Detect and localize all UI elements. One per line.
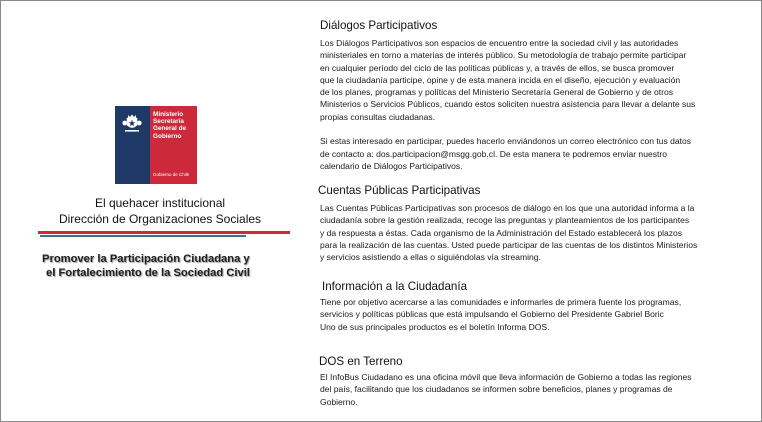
logo-text-line: Gobierno: [153, 132, 182, 140]
body-line: ciudadanía sobre la gestión realizada, recoge las preguntas y planteamientos de los participantes: [320, 215, 690, 226]
divider-red: [38, 231, 290, 234]
body-line: del país, facilitando que los ciudadanos se informen sobre beneficios, planes y programas de: [320, 384, 673, 395]
body-line: Uno de sus principales productos es el boletín Informa DOS.: [320, 321, 550, 332]
section-body-dialogos: [320, 37, 695, 172]
body-line: servicios y políticas públicas que está impulsando el Gobierno del Presidente Gabriel Boric: [320, 309, 664, 320]
body-line: Si estas interesado en participar, puedes hacerlo enviándonos un correo electrónico con tus datos: [320, 136, 692, 147]
body-line: propias consultas ciudadanas.: [320, 111, 435, 122]
body-line: Gobierno.: [320, 396, 358, 407]
institution-title: El quehacer institucional: [94, 196, 226, 210]
body-line: Tiene por objetivo acercarse a las comunidades e informarles de primera fuente los programas,: [320, 297, 682, 307]
body-line: de los planes, programas y políticas del Ministerio Secretaría General de Gobierno y de otros: [320, 87, 673, 98]
mission-line-2: el Fortalecimiento de la Sociedad Civil: [46, 267, 250, 279]
body-line: Ministerios o Servicios Públicos, cuando estos soliciten nuestra asistencia para llevar a delante sus: [320, 99, 696, 110]
body-line: y servicios asistiendo a ellas o siguiéndolas vía streaming.: [320, 252, 541, 263]
body-line: Los Diálogos Participativos son espacios de encuentro entre la sociedad civil y las autoridades: [320, 38, 679, 48]
section-body-cuentas: [320, 202, 697, 263]
section-body-informacion: [320, 296, 681, 333]
body-line: calendario de Diálogos Participativos.: [320, 160, 463, 171]
mission-line-1: Promover la Participación Ciudadana y: [42, 253, 250, 265]
logo-text-line: Secretaría: [153, 118, 184, 126]
body-line: y da respuesta a éstas. Cada organismo de la Administración del Estado establecerá los plazos: [320, 227, 683, 238]
body-line: [320, 123, 695, 135]
body-line: de contacto a: dos.participacion@msgg.gob.cl. De esta manera te podremos enviar nuestro: [320, 148, 667, 159]
section-title-cuentas: Cuentas Públicas Participativas: [318, 184, 481, 197]
section-body-terreno: [320, 371, 692, 408]
body-line: en cualquier período del ciclo de las políticas públicas y, a través de ellos, se busca promover: [320, 62, 675, 73]
divider-blue: [40, 235, 246, 237]
coat-of-arms-icon: [121, 112, 143, 134]
gobierno-logo: [115, 106, 197, 184]
body-line: para la realización de las cuentas. Usted puede participar de las cuentas de los distintos Ministerios: [320, 239, 698, 250]
section-title-dialogos: Diálogos Participativos: [320, 19, 438, 32]
logo-text-line: General de: [153, 125, 187, 133]
body-line: Las Cuentas Públicas Participativas son procesos de diálogo en los que una autoridad informa a la: [320, 203, 695, 213]
body-line: El InfoBus Ciudadano es una oficina móvil que lleva información de Gobierno a todas las regiones: [320, 372, 692, 382]
logo-small-text: Gobierno de Chile: [153, 172, 190, 177]
section-title-informacion: Información a la Ciudadanía: [322, 280, 468, 293]
logo-text-line: Ministerio: [153, 111, 184, 118]
body-line: ministeriales en torno a materias de interés público. Su metodología de trabajo permite participar: [320, 50, 687, 61]
institution-subtitle: Dirección de Organizaciones Sociales: [58, 212, 262, 226]
section-title-terreno: DOS en Terreno: [319, 355, 403, 368]
body-line: que la ciudadanía participe, opine y de esta manera incida en el diseño, ejecución y evaluación: [320, 74, 681, 85]
logo-text: [153, 111, 197, 140]
